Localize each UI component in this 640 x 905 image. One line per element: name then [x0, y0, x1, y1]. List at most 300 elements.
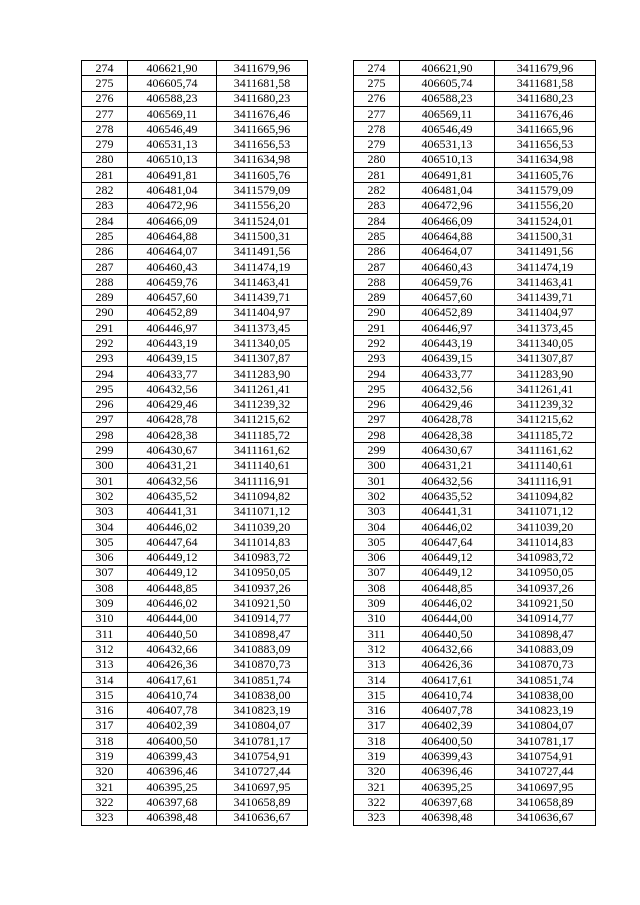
left-point-number-cell: 318	[82, 734, 128, 749]
coordinate-table	[81, 60, 596, 826]
left-y-coordinate-cell: 3411676,46	[217, 106, 308, 121]
right-x-coordinate-cell: 406397,68	[400, 795, 495, 810]
left-x-coordinate-cell: 406546,49	[128, 122, 217, 137]
right-y-coordinate-cell: 3410983,72	[495, 550, 596, 565]
right-point-number-cell: 317	[354, 718, 400, 733]
column-gap	[308, 642, 354, 657]
right-x-coordinate-cell: 406440,50	[400, 626, 495, 641]
left-y-coordinate-cell: 3411439,71	[217, 290, 308, 305]
column-gap	[308, 611, 354, 626]
right-x-coordinate-cell: 406432,56	[400, 474, 495, 489]
column-gap	[308, 626, 354, 641]
right-y-coordinate-cell: 3411579,09	[495, 183, 596, 198]
right-x-coordinate-cell: 406449,12	[400, 550, 495, 565]
table-row	[82, 703, 596, 718]
right-x-coordinate-cell: 406428,78	[400, 412, 495, 427]
table-row	[82, 382, 596, 397]
right-x-coordinate-cell: 406460,43	[400, 259, 495, 274]
table-row	[82, 198, 596, 213]
right-x-coordinate-cell: 406449,12	[400, 565, 495, 580]
right-y-coordinate-cell: 3411500,31	[495, 229, 596, 244]
left-point-number-cell: 319	[82, 749, 128, 764]
left-x-coordinate-cell: 406431,21	[128, 458, 217, 473]
right-point-number-cell: 309	[354, 596, 400, 611]
right-x-coordinate-cell: 406588,23	[400, 91, 495, 106]
column-gap	[308, 336, 354, 351]
left-x-coordinate-cell: 406531,13	[128, 137, 217, 152]
column-gap	[308, 550, 354, 565]
table-row	[82, 259, 596, 274]
right-x-coordinate-cell: 406431,21	[400, 458, 495, 473]
column-gap	[308, 382, 354, 397]
left-y-coordinate-cell: 3411161,62	[217, 443, 308, 458]
right-point-number-cell: 306	[354, 550, 400, 565]
left-x-coordinate-cell: 406395,25	[128, 779, 217, 794]
left-point-number-cell: 303	[82, 504, 128, 519]
left-point-number-cell: 274	[82, 61, 128, 76]
column-gap	[308, 519, 354, 534]
left-y-coordinate-cell: 3410898,47	[217, 626, 308, 641]
right-y-coordinate-cell: 3410754,91	[495, 749, 596, 764]
column-gap	[308, 657, 354, 672]
right-y-coordinate-cell: 3411491,56	[495, 244, 596, 259]
left-y-coordinate-cell: 3411665,96	[217, 122, 308, 137]
right-point-number-cell: 319	[354, 749, 400, 764]
column-gap	[308, 183, 354, 198]
right-x-coordinate-cell: 406447,64	[400, 535, 495, 550]
right-y-coordinate-cell: 3411665,96	[495, 122, 596, 137]
right-y-coordinate-cell: 3411094,82	[495, 489, 596, 504]
left-y-coordinate-cell: 3411491,56	[217, 244, 308, 259]
left-y-coordinate-cell: 3411283,90	[217, 366, 308, 381]
left-point-number-cell: 298	[82, 428, 128, 443]
right-y-coordinate-cell: 3410838,00	[495, 688, 596, 703]
coordinate-table-body	[82, 61, 596, 826]
right-y-coordinate-cell: 3411373,45	[495, 321, 596, 336]
left-x-coordinate-cell: 406397,68	[128, 795, 217, 810]
left-x-coordinate-cell: 406443,19	[128, 336, 217, 351]
left-y-coordinate-cell: 3411094,82	[217, 489, 308, 504]
right-x-coordinate-cell: 406452,89	[400, 305, 495, 320]
left-point-number-cell: 291	[82, 321, 128, 336]
left-y-coordinate-cell: 3411556,20	[217, 198, 308, 213]
right-x-coordinate-cell: 406432,56	[400, 382, 495, 397]
left-point-number-cell: 306	[82, 550, 128, 565]
column-gap	[308, 321, 354, 336]
right-y-coordinate-cell: 3410823,19	[495, 703, 596, 718]
left-y-coordinate-cell: 3411605,76	[217, 168, 308, 183]
left-point-number-cell: 279	[82, 137, 128, 152]
left-x-coordinate-cell: 406429,46	[128, 397, 217, 412]
right-x-coordinate-cell: 406446,02	[400, 519, 495, 534]
right-x-coordinate-cell: 406446,02	[400, 596, 495, 611]
column-gap	[308, 305, 354, 320]
left-y-coordinate-cell: 3410950,05	[217, 565, 308, 580]
right-point-number-cell: 300	[354, 458, 400, 473]
left-point-number-cell: 275	[82, 76, 128, 91]
left-x-coordinate-cell: 406449,12	[128, 565, 217, 580]
left-y-coordinate-cell: 3411679,96	[217, 61, 308, 76]
right-x-coordinate-cell: 406531,13	[400, 137, 495, 152]
right-point-number-cell: 294	[354, 366, 400, 381]
left-point-number-cell: 283	[82, 198, 128, 213]
left-point-number-cell: 290	[82, 305, 128, 320]
right-y-coordinate-cell: 3411679,96	[495, 61, 596, 76]
left-y-coordinate-cell: 3410937,26	[217, 581, 308, 596]
left-point-number-cell: 297	[82, 412, 128, 427]
table-row	[82, 642, 596, 657]
table-row	[82, 168, 596, 183]
right-point-number-cell: 315	[354, 688, 400, 703]
right-point-number-cell: 288	[354, 275, 400, 290]
left-point-number-cell: 322	[82, 795, 128, 810]
table-row	[82, 244, 596, 259]
left-x-coordinate-cell: 406621,90	[128, 61, 217, 76]
right-point-number-cell: 313	[354, 657, 400, 672]
right-y-coordinate-cell: 3410898,47	[495, 626, 596, 641]
table-row	[82, 596, 596, 611]
left-point-number-cell: 304	[82, 519, 128, 534]
column-gap	[308, 351, 354, 366]
table-row	[82, 91, 596, 106]
left-x-coordinate-cell: 406407,78	[128, 703, 217, 718]
left-point-number-cell: 316	[82, 703, 128, 718]
column-gap	[308, 810, 354, 825]
right-point-number-cell: 314	[354, 672, 400, 687]
right-y-coordinate-cell: 3410921,50	[495, 596, 596, 611]
right-x-coordinate-cell: 406481,04	[400, 183, 495, 198]
left-y-coordinate-cell: 3411524,01	[217, 213, 308, 228]
right-x-coordinate-cell: 406435,52	[400, 489, 495, 504]
right-point-number-cell: 311	[354, 626, 400, 641]
left-x-coordinate-cell: 406464,88	[128, 229, 217, 244]
left-y-coordinate-cell: 3411474,19	[217, 259, 308, 274]
right-x-coordinate-cell: 406466,09	[400, 213, 495, 228]
right-point-number-cell: 278	[354, 122, 400, 137]
left-point-number-cell: 278	[82, 122, 128, 137]
left-point-number-cell: 310	[82, 611, 128, 626]
right-x-coordinate-cell: 406417,61	[400, 672, 495, 687]
left-y-coordinate-cell: 3410823,19	[217, 703, 308, 718]
right-x-coordinate-cell: 406395,25	[400, 779, 495, 794]
table-row	[82, 688, 596, 703]
table-row	[82, 458, 596, 473]
right-y-coordinate-cell: 3410658,89	[495, 795, 596, 810]
left-point-number-cell: 296	[82, 397, 128, 412]
left-point-number-cell: 292	[82, 336, 128, 351]
left-x-coordinate-cell: 406569,11	[128, 106, 217, 121]
right-x-coordinate-cell: 406399,43	[400, 749, 495, 764]
right-point-number-cell: 290	[354, 305, 400, 320]
column-gap	[308, 244, 354, 259]
column-gap	[308, 764, 354, 779]
right-x-coordinate-cell: 406402,39	[400, 718, 495, 733]
table-row	[82, 183, 596, 198]
right-x-coordinate-cell: 406407,78	[400, 703, 495, 718]
right-point-number-cell: 277	[354, 106, 400, 121]
right-point-number-cell: 284	[354, 213, 400, 228]
left-y-coordinate-cell: 3411681,58	[217, 76, 308, 91]
right-y-coordinate-cell: 3410883,09	[495, 642, 596, 657]
left-y-coordinate-cell: 3411215,62	[217, 412, 308, 427]
left-point-number-cell: 315	[82, 688, 128, 703]
table-row	[82, 213, 596, 228]
left-x-coordinate-cell: 406399,43	[128, 749, 217, 764]
left-y-coordinate-cell: 3411579,09	[217, 183, 308, 198]
column-gap	[308, 198, 354, 213]
column-gap	[308, 458, 354, 473]
right-y-coordinate-cell: 3411307,87	[495, 351, 596, 366]
table-row	[82, 749, 596, 764]
table-row	[82, 504, 596, 519]
left-point-number-cell: 277	[82, 106, 128, 121]
left-x-coordinate-cell: 406452,89	[128, 305, 217, 320]
right-y-coordinate-cell: 3411605,76	[495, 168, 596, 183]
right-y-coordinate-cell: 3410851,74	[495, 672, 596, 687]
left-x-coordinate-cell: 406444,00	[128, 611, 217, 626]
right-point-number-cell: 321	[354, 779, 400, 794]
right-x-coordinate-cell: 406430,67	[400, 443, 495, 458]
right-y-coordinate-cell: 3411215,62	[495, 412, 596, 427]
right-point-number-cell: 323	[354, 810, 400, 825]
table-row	[82, 76, 596, 91]
table-row	[82, 412, 596, 427]
right-y-coordinate-cell: 3411634,98	[495, 152, 596, 167]
left-point-number-cell: 299	[82, 443, 128, 458]
left-point-number-cell: 308	[82, 581, 128, 596]
column-gap	[308, 443, 354, 458]
right-y-coordinate-cell: 3411140,61	[495, 458, 596, 473]
right-x-coordinate-cell: 406396,46	[400, 764, 495, 779]
left-x-coordinate-cell: 406435,52	[128, 489, 217, 504]
left-x-coordinate-cell: 406481,04	[128, 183, 217, 198]
right-x-coordinate-cell: 406491,81	[400, 168, 495, 183]
right-y-coordinate-cell: 3410804,07	[495, 718, 596, 733]
right-point-number-cell: 275	[354, 76, 400, 91]
right-y-coordinate-cell: 3411283,90	[495, 366, 596, 381]
column-gap	[308, 718, 354, 733]
left-y-coordinate-cell: 3410727,44	[217, 764, 308, 779]
left-point-number-cell: 280	[82, 152, 128, 167]
column-gap	[308, 535, 354, 550]
column-gap	[308, 504, 354, 519]
table-row	[82, 734, 596, 749]
column-gap	[308, 703, 354, 718]
right-y-coordinate-cell: 3411071,12	[495, 504, 596, 519]
left-point-number-cell: 323	[82, 810, 128, 825]
left-point-number-cell: 302	[82, 489, 128, 504]
left-x-coordinate-cell: 406605,74	[128, 76, 217, 91]
left-point-number-cell: 321	[82, 779, 128, 794]
table-row	[82, 366, 596, 381]
left-x-coordinate-cell: 406400,50	[128, 734, 217, 749]
right-y-coordinate-cell: 3411680,23	[495, 91, 596, 106]
right-point-number-cell: 283	[354, 198, 400, 213]
column-gap	[308, 76, 354, 91]
right-y-coordinate-cell: 3410937,26	[495, 581, 596, 596]
table-row	[82, 489, 596, 504]
right-point-number-cell: 307	[354, 565, 400, 580]
right-x-coordinate-cell: 406400,50	[400, 734, 495, 749]
right-point-number-cell: 301	[354, 474, 400, 489]
left-x-coordinate-cell: 406491,81	[128, 168, 217, 183]
right-point-number-cell: 305	[354, 535, 400, 550]
column-gap	[308, 795, 354, 810]
left-point-number-cell: 301	[82, 474, 128, 489]
left-y-coordinate-cell: 3411014,83	[217, 535, 308, 550]
table-row	[82, 152, 596, 167]
column-gap	[308, 779, 354, 794]
left-x-coordinate-cell: 406446,97	[128, 321, 217, 336]
right-point-number-cell: 316	[354, 703, 400, 718]
left-x-coordinate-cell: 406428,38	[128, 428, 217, 443]
left-x-coordinate-cell: 406402,39	[128, 718, 217, 733]
left-point-number-cell: 287	[82, 259, 128, 274]
left-y-coordinate-cell: 3410870,73	[217, 657, 308, 672]
right-x-coordinate-cell: 406464,07	[400, 244, 495, 259]
right-y-coordinate-cell: 3411656,53	[495, 137, 596, 152]
right-x-coordinate-cell: 406410,74	[400, 688, 495, 703]
right-point-number-cell: 281	[354, 168, 400, 183]
column-gap	[308, 290, 354, 305]
left-y-coordinate-cell: 3410781,17	[217, 734, 308, 749]
left-y-coordinate-cell: 3410838,00	[217, 688, 308, 703]
right-x-coordinate-cell: 406433,77	[400, 366, 495, 381]
right-x-coordinate-cell: 406426,36	[400, 657, 495, 672]
right-point-number-cell: 282	[354, 183, 400, 198]
left-y-coordinate-cell: 3411373,45	[217, 321, 308, 336]
left-point-number-cell: 282	[82, 183, 128, 198]
left-point-number-cell: 276	[82, 91, 128, 106]
right-point-number-cell: 312	[354, 642, 400, 657]
table-row	[82, 275, 596, 290]
column-gap	[308, 122, 354, 137]
left-x-coordinate-cell: 406448,85	[128, 581, 217, 596]
left-point-number-cell: 293	[82, 351, 128, 366]
left-point-number-cell: 289	[82, 290, 128, 305]
column-gap	[308, 734, 354, 749]
right-point-number-cell: 320	[354, 764, 400, 779]
right-point-number-cell: 285	[354, 229, 400, 244]
right-y-coordinate-cell: 3410636,67	[495, 810, 596, 825]
left-x-coordinate-cell: 406441,31	[128, 504, 217, 519]
left-point-number-cell: 305	[82, 535, 128, 550]
right-x-coordinate-cell: 406605,74	[400, 76, 495, 91]
left-y-coordinate-cell: 3411680,23	[217, 91, 308, 106]
column-gap	[308, 581, 354, 596]
right-point-number-cell: 298	[354, 428, 400, 443]
right-point-number-cell: 322	[354, 795, 400, 810]
right-x-coordinate-cell: 406621,90	[400, 61, 495, 76]
left-y-coordinate-cell: 3410914,77	[217, 611, 308, 626]
left-y-coordinate-cell: 3411500,31	[217, 229, 308, 244]
right-x-coordinate-cell: 406432,66	[400, 642, 495, 657]
left-point-number-cell: 285	[82, 229, 128, 244]
table-row	[82, 290, 596, 305]
table-row	[82, 122, 596, 137]
right-point-number-cell: 299	[354, 443, 400, 458]
column-gap	[308, 474, 354, 489]
table-row	[82, 519, 596, 534]
left-x-coordinate-cell: 406439,15	[128, 351, 217, 366]
right-y-coordinate-cell: 3411439,71	[495, 290, 596, 305]
right-point-number-cell: 318	[354, 734, 400, 749]
table-row	[82, 336, 596, 351]
right-y-coordinate-cell: 3411039,20	[495, 519, 596, 534]
table-row	[82, 106, 596, 121]
right-y-coordinate-cell: 3411524,01	[495, 213, 596, 228]
left-y-coordinate-cell: 3411116,91	[217, 474, 308, 489]
left-y-coordinate-cell: 3411340,05	[217, 336, 308, 351]
right-point-number-cell: 293	[354, 351, 400, 366]
table-row	[82, 229, 596, 244]
left-y-coordinate-cell: 3410658,89	[217, 795, 308, 810]
left-y-coordinate-cell: 3410883,09	[217, 642, 308, 657]
column-gap	[308, 749, 354, 764]
left-point-number-cell: 314	[82, 672, 128, 687]
left-x-coordinate-cell: 406396,46	[128, 764, 217, 779]
right-point-number-cell: 297	[354, 412, 400, 427]
left-point-number-cell: 311	[82, 626, 128, 641]
left-y-coordinate-cell: 3411656,53	[217, 137, 308, 152]
column-gap	[308, 596, 354, 611]
left-x-coordinate-cell: 406428,78	[128, 412, 217, 427]
right-x-coordinate-cell: 406398,48	[400, 810, 495, 825]
column-gap	[308, 152, 354, 167]
column-gap	[308, 428, 354, 443]
left-y-coordinate-cell: 3411185,72	[217, 428, 308, 443]
right-y-coordinate-cell: 3410727,44	[495, 764, 596, 779]
left-y-coordinate-cell: 3411071,12	[217, 504, 308, 519]
column-gap	[308, 229, 354, 244]
left-x-coordinate-cell: 406432,56	[128, 474, 217, 489]
right-x-coordinate-cell: 406569,11	[400, 106, 495, 121]
table-row	[82, 779, 596, 794]
table-row	[82, 581, 596, 596]
column-gap	[308, 275, 354, 290]
left-x-coordinate-cell: 406426,36	[128, 657, 217, 672]
table-row	[82, 565, 596, 580]
column-gap	[308, 168, 354, 183]
left-x-coordinate-cell: 406457,60	[128, 290, 217, 305]
left-point-number-cell: 312	[82, 642, 128, 657]
right-x-coordinate-cell: 406459,76	[400, 275, 495, 290]
right-point-number-cell: 287	[354, 259, 400, 274]
left-x-coordinate-cell: 406446,02	[128, 519, 217, 534]
table-row	[82, 474, 596, 489]
table-row	[82, 305, 596, 320]
right-y-coordinate-cell: 3410870,73	[495, 657, 596, 672]
column-gap	[308, 137, 354, 152]
table-row	[82, 321, 596, 336]
right-x-coordinate-cell: 406510,13	[400, 152, 495, 167]
left-point-number-cell: 317	[82, 718, 128, 733]
right-y-coordinate-cell: 3411474,19	[495, 259, 596, 274]
left-point-number-cell: 284	[82, 213, 128, 228]
right-y-coordinate-cell: 3411556,20	[495, 198, 596, 213]
right-y-coordinate-cell: 3411261,41	[495, 382, 596, 397]
left-x-coordinate-cell: 406446,02	[128, 596, 217, 611]
right-point-number-cell: 295	[354, 382, 400, 397]
table-row	[82, 550, 596, 565]
right-y-coordinate-cell: 3410914,77	[495, 611, 596, 626]
left-point-number-cell: 313	[82, 657, 128, 672]
table-row	[82, 718, 596, 733]
left-x-coordinate-cell: 406417,61	[128, 672, 217, 687]
table-row	[82, 611, 596, 626]
left-y-coordinate-cell: 3410983,72	[217, 550, 308, 565]
right-point-number-cell: 280	[354, 152, 400, 167]
